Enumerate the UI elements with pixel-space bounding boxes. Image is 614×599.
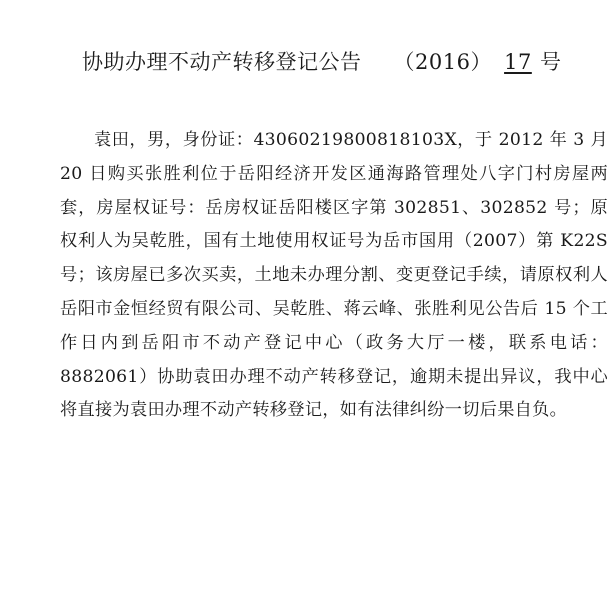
notice-body: 袁田，男，身份证：43060219800818103X，于 2012 年 3 月 20 日购买张胜利位于岳阳经济开发区通海路管理处八字门村房屋两套，房屋权证号：岳房权证岳阳楼区字第 302851、302852 号；原权利人为吴乾胜，国有土地使用权证号为岳市国用（2007）第 K22S 号；该房屋已多次买卖，土地未办理分割、变更登记手续，请原权利人岳阳市金恒经贸有限公司、吴乾胜、蒋云峰、张胜利见公告后 15 个工作日内到岳阳市不动产登记中心（政务大厅一楼，联系电话：8882061）协助袁田办理不动产转移登记，逾期未提出异议，我中心将直接为袁田办理不动产转移登记，如有法律纠纷一切后果自负。 bbox=[60, 130, 608, 421]
notice-number: 17 bbox=[504, 50, 532, 74]
notice-title-line bbox=[82, 46, 602, 76]
notice-title: 协助办理不动产转移登记公告 bbox=[82, 50, 362, 74]
notice-year: （2016） bbox=[393, 50, 492, 74]
notice-number-suffix: 号 bbox=[539, 50, 562, 74]
